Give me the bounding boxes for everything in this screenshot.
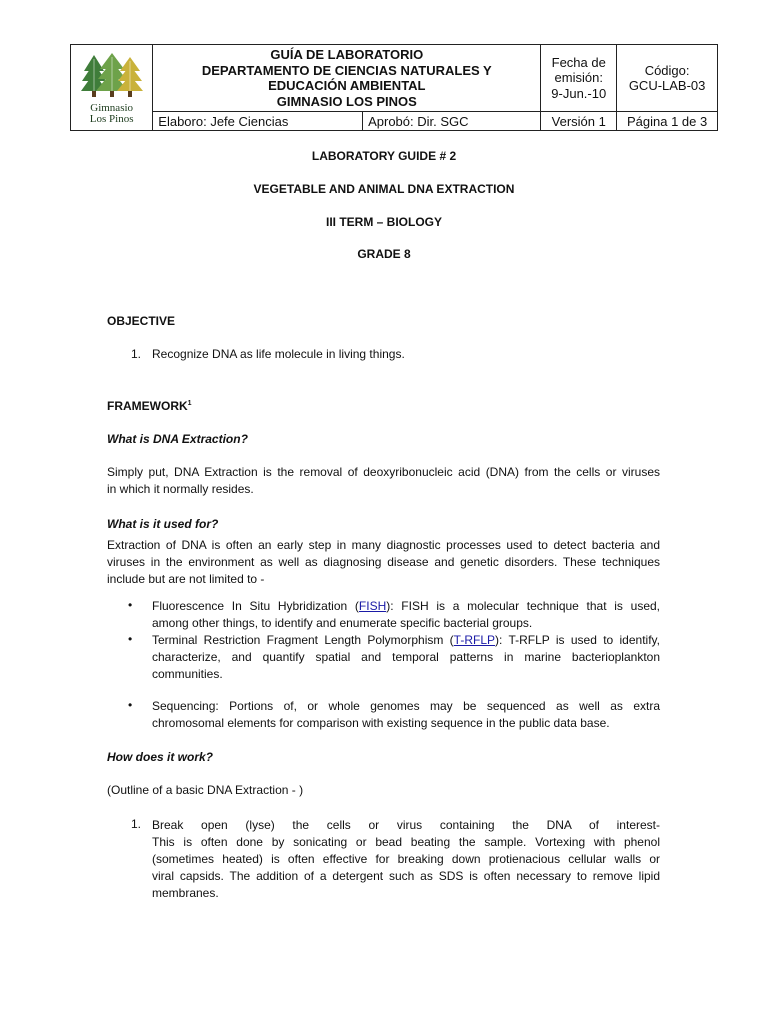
bullet-fish — [152, 598, 660, 632]
fish-link[interactable]: FISH — [358, 599, 387, 613]
answer-line: Simply put, DNA Extraction is the removal of deoxyribonucleic acid (DNA) from the cells or viruses — [107, 465, 660, 479]
question-what-is: What is DNA Extraction? — [107, 432, 248, 446]
bullet-icon: • — [128, 632, 133, 646]
step-line: Break open (lyse) the cells or virus containing the DNA of interest- — [152, 818, 660, 832]
pine-trees-icon — [80, 51, 144, 103]
codigo-label: Código: — [644, 62, 690, 78]
answer-line: Extraction of DNA is often an early step in many diagnostic processes used to detect bacteria and — [107, 538, 660, 552]
bullet-line — [152, 632, 660, 649]
step-line: This is often done by sonicating or bead beating the sample. Vortexing with phenol — [152, 835, 660, 849]
objective-number: 1. — [131, 347, 142, 361]
bullet-text: ): T-RFLP is used to identify, — [495, 633, 660, 647]
school-logo — [71, 51, 152, 125]
bullet-text: Terminal Restriction Fragment Length Polymorphism ( — [152, 633, 454, 647]
bullet-line: characterize, and quantify spatial and temporal patterns in marine bacterioplankton — [152, 650, 660, 664]
answer-line: viruses in the environment as well as diagnosing disease and genetic disorders. These techniques — [107, 555, 660, 569]
version-cell: Versión 1 — [541, 112, 617, 131]
objective-text: Recognize DNA as life molecule in living things. — [152, 347, 405, 361]
bullet-line: communities. — [152, 667, 223, 681]
answer-used-for — [107, 537, 660, 588]
fecha-value: 9-Jun.-10 — [551, 85, 607, 101]
elaboro-cell: Elaboro: Jefe Ciencias — [153, 112, 363, 131]
framework-title: FRAMEWORK — [107, 399, 188, 413]
bullet-trflp — [152, 632, 660, 683]
step-line: viral capsids. The addition of a detergent such as SDS is often necessary to remove lipid — [152, 869, 660, 883]
step-line: membranes. — [152, 886, 219, 900]
objective-heading: OBJECTIVE — [107, 314, 176, 328]
step-number: 1. — [131, 817, 142, 831]
term-heading: III TERM – BIOLOGY — [325, 215, 442, 229]
bullet-line: chromosomal elements for comparison with existing sequence in the public data base. — [152, 716, 610, 730]
bullet-icon: • — [128, 598, 133, 612]
title-line: GUÍA DE LABORATORIO — [270, 47, 424, 62]
framework-heading — [107, 399, 192, 413]
title-line: DEPARTAMENTO DE CIENCIAS NATURALES Y — [201, 62, 492, 78]
answer-line: include but are not limited to - — [107, 572, 265, 586]
answer-line: in which it normally resides. — [107, 482, 254, 496]
topic-heading: VEGETABLE AND ANIMAL DNA EXTRACTION — [253, 182, 515, 196]
bullet-line: Sequencing: Portions of, or whole genomes may be sequenced as well as extra — [152, 699, 660, 713]
header-table — [70, 44, 718, 131]
document-title — [153, 45, 541, 112]
bullet-line — [152, 598, 660, 615]
fecha-cell — [541, 45, 617, 112]
aprobo-cell: Aprobó: Dir. SGC — [363, 112, 541, 131]
step-text — [152, 817, 660, 902]
step-line: (sometimes heated) is often effective for breaking down protienacious cellular walls or — [152, 852, 660, 866]
bullet-line: among other things, to identify and enumerate specific bacterial groups. — [152, 616, 533, 630]
grade-heading: GRADE 8 — [357, 247, 411, 261]
title-line: EDUCACIÓN AMBIENTAL — [268, 78, 426, 93]
title-line: GIMNASIO LOS PINOS — [276, 93, 417, 109]
bullet-icon: • — [128, 698, 133, 712]
question-used-for: What is it used for? — [107, 517, 219, 531]
bullet-text: ): FISH is a molecular technique that is used, — [386, 599, 660, 613]
trflp-link[interactable]: T-RFLP — [453, 633, 496, 647]
logo-text-line1: Gimnasio — [90, 101, 134, 114]
guide-heading: LABORATORY GUIDE # 2 — [311, 149, 457, 163]
footnote-mark: 1 — [187, 400, 192, 407]
bullet-sequencing — [152, 698, 660, 732]
pagina-cell: Página 1 de 3 — [617, 112, 718, 131]
fecha-label: Fecha de emisión: — [551, 54, 606, 86]
bullet-text: Fluorescence In Situ Hybridization ( — [152, 599, 359, 613]
logo-cell — [71, 45, 153, 131]
question-how-works: How does it work? — [107, 750, 214, 764]
outline-text: (Outline of a basic DNA Extraction - ) — [107, 783, 304, 797]
codigo-cell — [617, 45, 718, 112]
codigo-value: GCU-LAB-03 — [628, 78, 706, 93]
answer-what-is — [107, 464, 660, 498]
logo-text-line2: Los Pinos — [89, 112, 134, 125]
